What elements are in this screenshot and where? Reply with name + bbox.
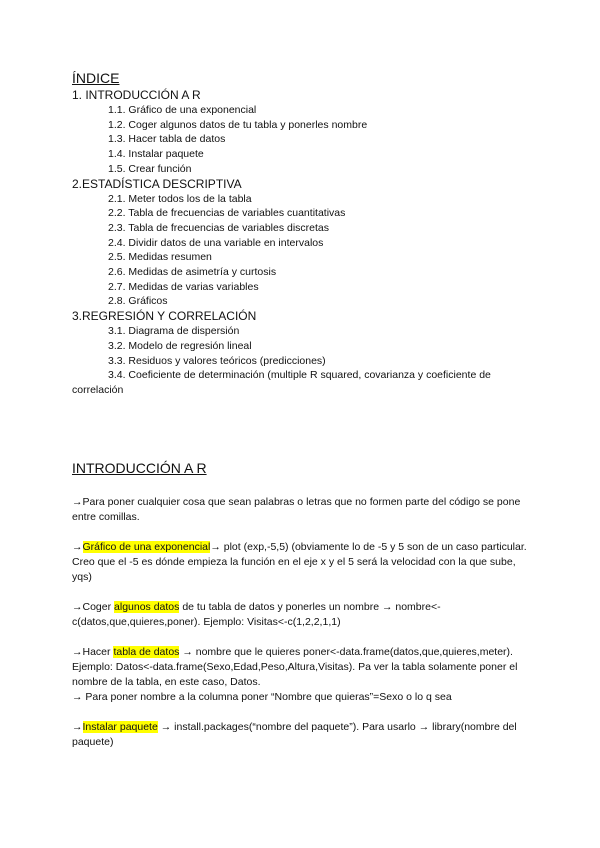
toc-item: 3.1. Diagrama de dispersión bbox=[108, 325, 240, 338]
paragraph-exponential bbox=[72, 540, 528, 585]
arrow-text: →Coger bbox=[72, 601, 115, 613]
paragraph-text: → Para poner nombre a la columna poner “Nombre que quieras”=Sexo o lo q sea bbox=[72, 691, 452, 703]
toc-item: 1.4. Instalar paquete bbox=[108, 148, 204, 161]
highlight: Instalar paquete bbox=[82, 721, 158, 733]
paragraph-quotes: →Para poner cualquier cosa que sean palabras o letras que no formen parte del código se pone entre comillas. bbox=[72, 496, 521, 523]
toc-item: 1.1. Gráfico de una exponencial bbox=[108, 104, 257, 116]
toc-section-2: 2.ESTADÍSTICA DESCRIPTIVA bbox=[72, 176, 242, 191]
toc-item: 2.8. Gráficos bbox=[108, 295, 168, 308]
highlight: Gráfico de una exponencial bbox=[82, 541, 211, 553]
table-of-contents bbox=[72, 70, 532, 398]
toc-item: 3.4. Coeficiente de determinación (multiple R squared, covarianza y coeficiente de correlación bbox=[72, 369, 491, 396]
paragraph-tabla-datos bbox=[72, 645, 528, 705]
toc-item: 2.6. Medidas de asimetría y curtosis bbox=[108, 266, 277, 279]
toc-item: 3.3. Residuos y valores teóricos (predicciones) bbox=[108, 354, 326, 367]
toc-item: 1.5. Crear función bbox=[108, 162, 192, 175]
toc-item: 1.2. Coger algunos datos de tu tabla y ponerles nombre bbox=[108, 118, 368, 131]
toc-item: 2.4. Dividir datos de una variable en intervalos bbox=[108, 236, 324, 249]
paragraph-text: → install.packages(“nombre del paquete”). Para usarlo → library(nombre del paquete) bbox=[72, 721, 517, 748]
toc-item: 2.3. Tabla de frecuencias de variables discretas bbox=[108, 221, 330, 234]
toc-item: 2.2. Tabla de frecuencias de variables cuantitativas bbox=[108, 207, 346, 220]
toc-item: 3.2. Modelo de regresión lineal bbox=[108, 339, 252, 352]
toc-item: 1.3. Hacer tabla de datos bbox=[108, 133, 226, 146]
paragraph-text: → plot (exp,-5,5) (obviamente lo de -5 y 5 son de un caso particular. Creo que el -5 es dónde empieza la función en el eje x y el 5 será la velocidad con la que sube, yqs) bbox=[72, 541, 527, 583]
toc-item: 2.7. Medidas de varias variables bbox=[108, 280, 259, 293]
section-heading: INTRODUCCIÓN A R bbox=[72, 460, 207, 476]
section-body bbox=[72, 495, 528, 765]
paragraph-instalar-paquete bbox=[72, 720, 528, 750]
arrow-text: → bbox=[72, 541, 83, 553]
paragraph-text: → nombre que le quieres poner<-data.frame(datos,que,quieres,meter). Ejemplo: Datos<-data.frame(Sexo,Edad,Peso,Altura,Visitas). Pa ver la tabla solamente poner el nombre de la tabla, en este caso, Datos. bbox=[72, 646, 518, 688]
paragraph-text: de tu tabla de datos y ponerles un nombre → nombre<-c(datos,que,quieres,poner). Ejemplo: Visitas<-c(1,2,2,1,1) bbox=[72, 601, 441, 628]
toc-section-3: 3.REGRESIÓN Y CORRELACIÓN bbox=[72, 309, 257, 324]
toc-section-1: 1. INTRODUCCIÓN A R bbox=[72, 88, 201, 102]
toc-item: 2.5. Medidas resumen bbox=[108, 251, 212, 264]
paragraph-coger-datos bbox=[72, 600, 528, 630]
arrow-text: →Hacer bbox=[72, 646, 114, 658]
arrow-text: → bbox=[72, 721, 83, 733]
toc-item: 2.1. Meter todos los de la tabla bbox=[108, 192, 252, 205]
highlight: tabla de datos bbox=[113, 646, 180, 658]
toc-title: ÍNDICE bbox=[72, 70, 120, 86]
highlight: algunos datos bbox=[114, 601, 180, 613]
